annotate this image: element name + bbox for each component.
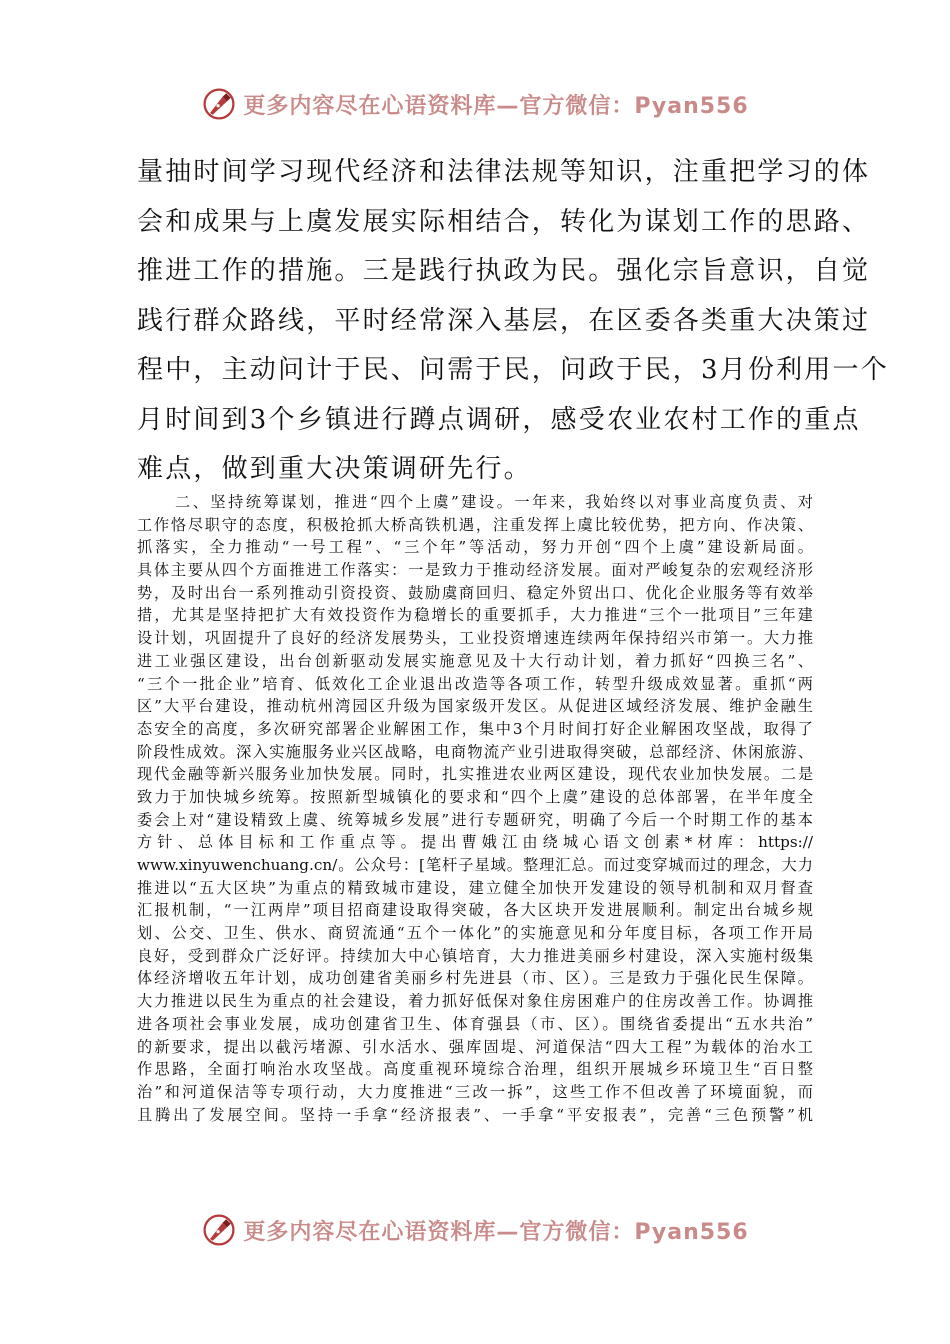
text-line: 划、公交、卫生、供水、商贸流通“五个一体化”的实施意见和分年度目标，各项工作开局 [137,924,813,943]
text-line: 进工业强区建设，出台创新驱动发展实施意见及十大行动计划，着力抓好“四换三名”、 [137,651,813,670]
text-line: 良好，受到群众广泛好评。持续加大中心镇培育，大力推进美丽乡村建设，深入实施村级集 [137,946,813,965]
text-line: 会和成果与上虞发展实际相结合，转化为谋划工作的思路、 [137,206,871,237]
text-line: 推进以“五大区块”为重点的精致城市建设，建立健全加快开发建设的领导机制和双月督查 [137,878,813,897]
text-line: 体经济增收五年计划，成功创建省美丽乡村先进县（市、区）。三是致力于强化民生保障。 [137,969,813,988]
header-watermark [0,82,950,126]
text-line: 致力于加快城乡统筹。按照新型城镇化的要求和“四个上虞”建设的总体部署，在半年度全 [137,787,813,806]
large-paragraph [137,148,889,495]
pen-nib-logo-icon [201,1212,237,1248]
text-line: 践行群众路线，平时经常深入基层，在区委各类重大决策过 [137,305,871,336]
text-line: 二、坚持统筹谋划，推进“四个上虞”建设。一年来，我始终以对事业高度负责、对 [175,493,813,511]
text-line: 具体主要从四个方面推进工作落实：一是致力于推动经济发展。面对严峻复杂的宏观经济形 [137,561,813,580]
watermark-text: 更多内容尽在心语资料库—官方微信：Pyan556 [243,1219,749,1245]
text-line: 且腾出了发展空间。坚持一手拿“经济报表”、一手拿“平安报表”，完善“三色预警”机 [137,1105,813,1124]
text-line: 汇报机制，“一江两岸”项目招商建设取得突破，各大区块开发进展顺利。制定出台城乡规 [137,901,813,920]
text-line: 月时间到3个乡镇进行蹲点调研，感受农业农村工作的重点 [137,404,861,435]
text-line: 难点，做到重大决策调研先行。 [137,454,532,484]
text-line: 进各项社会事业发展，成功创建省卫生、体育强县（市、区）。围绕省委提出“五水共治” [137,1014,813,1033]
text-line: 大力推进以民生为重点的社会建设，着力抓好低保对象住房困难户的住房改善工作。协调推 [137,992,813,1011]
text-line: 势，及时出台一系列推动引资投资、鼓励虞商回归、稳定外贸出口、优化企业服务等有效举 [137,583,813,602]
text-line: www.xinyuwenchuang.cn/。公众号：[笔杆子星域。整理汇总。而过变穿城而过的理念，大力 [137,856,813,874]
text-line: 区”大平台建设，推动杭州湾园区升级为国家级开发区。从促进区域经济发展、维护金融生 [137,697,813,716]
footer-watermark [0,1208,950,1252]
text-line: 抓落实，全力推动“一号工程”、“三个年”等活动，努力开创“四个上虞”建设新局面。 [137,538,813,557]
text-line: 工作恪尽职守的态度，积极抢抓大桥高铁机遇，注重发挥上虞比较优势，把方向、作决策、 [137,515,813,534]
text-line: 程中，主动问计于民、问需于民，问政于民，3月份利用一个 [137,355,889,385]
text-line: 作思路，全面打响治水攻坚战。高度重视环境综合治理，组织开展城乡环境卫生“百日整 [137,1060,813,1079]
text-line: 方针、总体目标和工作重点等。提出曹娥江由绕城心语文创素*材库：https:// [137,833,813,852]
text-line: 设计划，巩固提升了良好的经济发展势头，工业投资增速连续两年保持绍兴市第一。大力推 [137,629,813,648]
text-line: 量抽时间学习现代经济和法律法规等知识，注重把学习的体 [137,157,871,187]
text-line: 推进工作的措施。三是践行执政为民。强化宗旨意识，自觉 [137,256,871,286]
pen-nib-logo-icon [201,86,237,122]
text-line: 的新要求，提出以截污堵源、引水活水、强库固堤、河道保洁“四大工程”为载体的治水工 [137,1037,813,1056]
text-line: 措，尤其是坚持把扩大有效投资作为稳增长的重要抓手，大力推进“三个一批项目”三年建 [137,606,813,625]
text-line: 阶段性成效。深入实施服务业兴区战略，电商物流产业引进取得突破，总部经济、休闲旅游、 [137,742,813,761]
text-line: “三个一批企业”培育、低效化工企业退出改造等各项工作，转型升级成效显著。重抓“两 [137,674,813,693]
text-line: 治”和河道保洁等专项行动，大力度推进“三改一拆”，这些工作不但改善了环境面貌，而 [137,1082,813,1101]
text-line: 委会上对“建设精致上虞、统筹城乡发展”进行专题研究，明确了今后一个时期工作的基本 [137,810,813,829]
small-paragraph [137,491,813,1126]
text-line: 现代金融等新兴服务业加快发展。同时，扎实推进农业两区建设，现代农业加快发展。二是 [137,765,813,784]
text-line: 态安全的高度，多次研究部署企业解困工作，集中3个月时间打好企业解困攻坚战，取得了 [137,719,813,738]
watermark-text: 更多内容尽在心语资料库—官方微信：Pyan556 [243,93,749,119]
